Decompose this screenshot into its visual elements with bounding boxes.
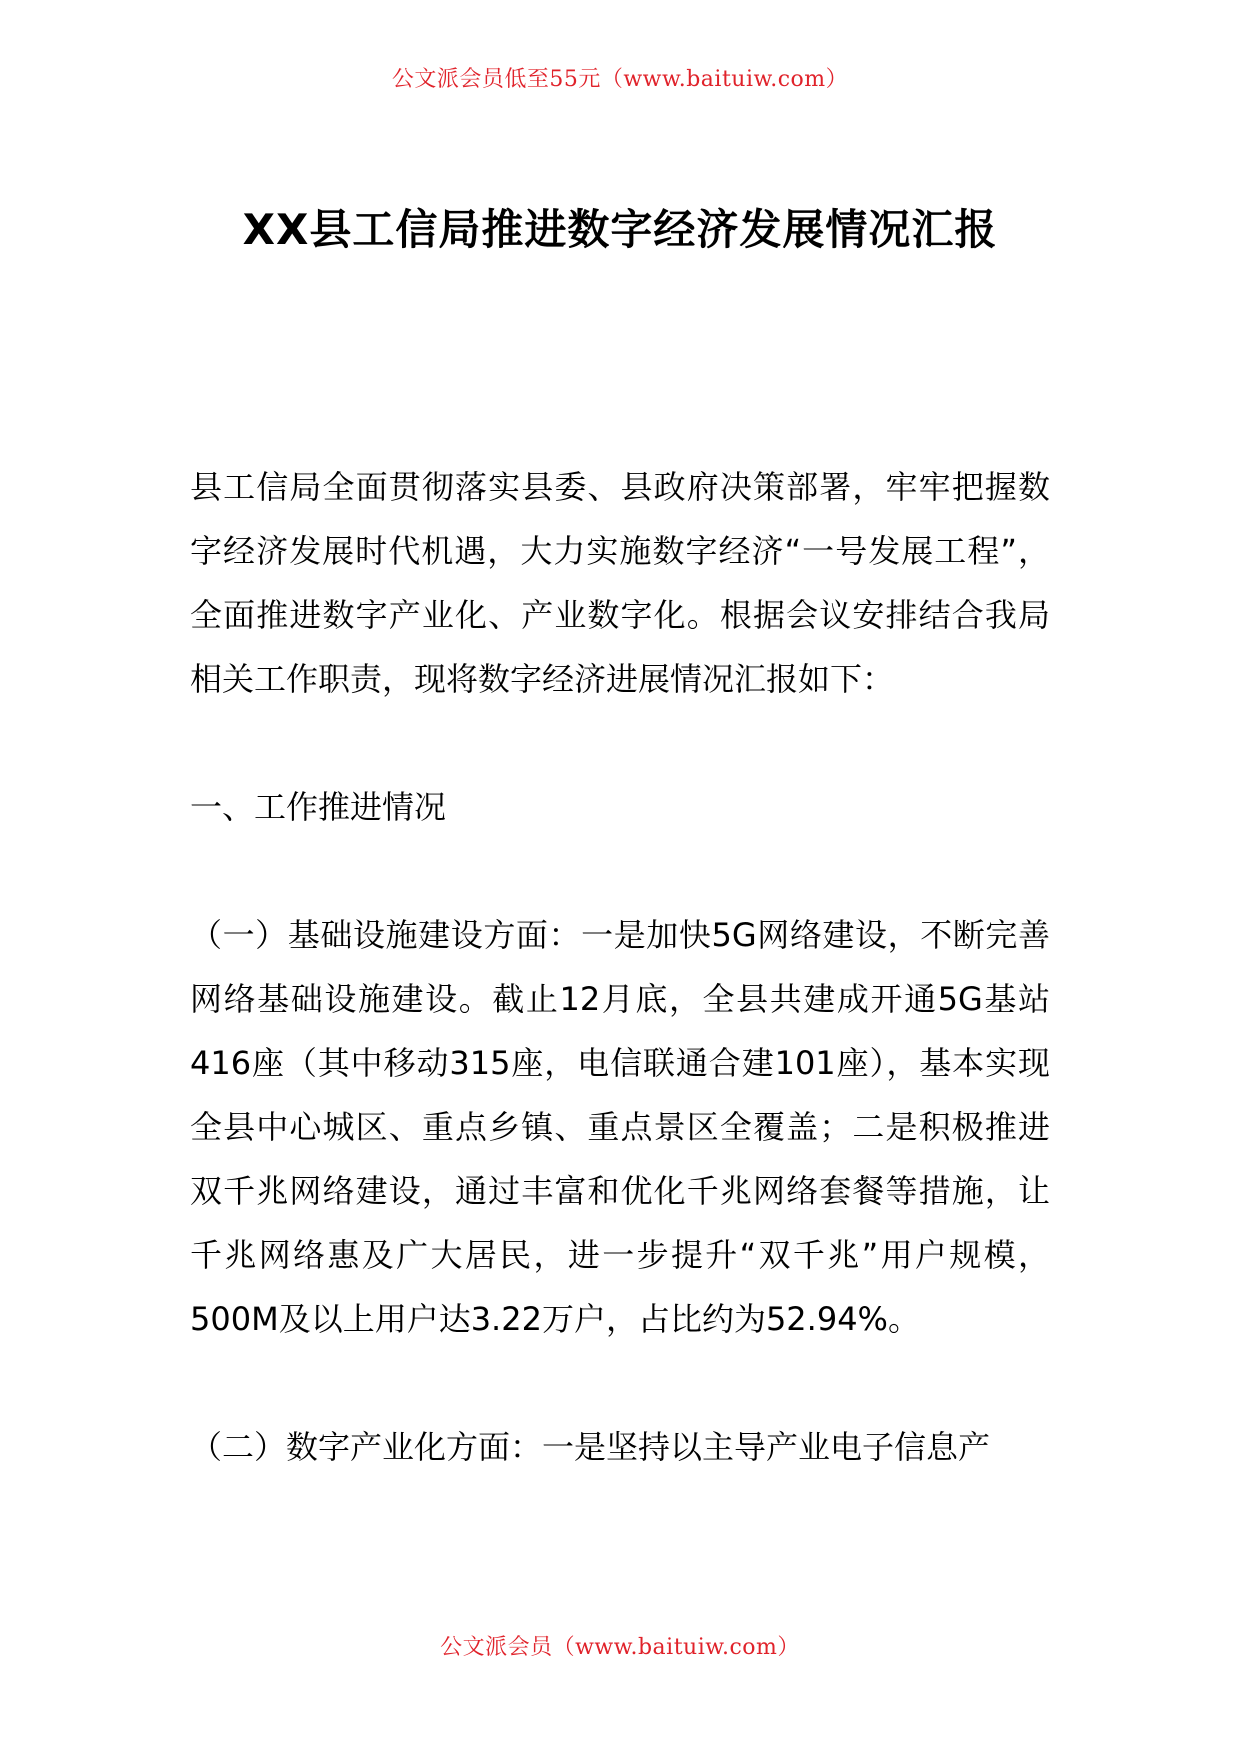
intro-paragraph: 县工信局全面贯彻落实县委、县政府决策部署，牢牢把握数字经济发展时代机遇，大力实施数字经济“一号发展工程”，全面推进数字产业化、产业数字化。根据会议安排结合我局相关工作职责，现将数字经济进展情况汇报如下： xyxy=(190,468,1050,698)
subsection-digital-industrialization-paragraph: （二）数字产业化方面：一是坚持以主导产业电子信息产 xyxy=(190,1428,991,1466)
document-body xyxy=(190,455,1050,1479)
section-heading-work-progress: 一、工作推进情况 xyxy=(190,788,447,826)
document-title: XX县工信局推进数字经济发展情况汇报 xyxy=(242,205,998,254)
subsection-infrastructure-paragraph: （一）基础设施建设方面：一是加快5G网络建设，不断完善网络基础设施建设。截止12月底，全县共建成开通5G基站416座（其中移动315座，电信联通合建101座），基本实现全县中心城区、重点乡镇、重点景区全覆盖；二是积极推进双千兆网络建设，通过丰富和优化千兆网络套餐等措施，让千兆网络惠及广大居民，进一步提升“双千兆”用户规模，500M及以上用户达3.22万户，占比约为52.94%。 xyxy=(190,916,1050,1338)
header-promo-banner[interactable]: 公文派会员低至55元（www.baituiw.com） xyxy=(391,67,849,92)
footer-promo-banner[interactable]: 公文派会员（www.baituiw.com） xyxy=(440,1635,800,1660)
